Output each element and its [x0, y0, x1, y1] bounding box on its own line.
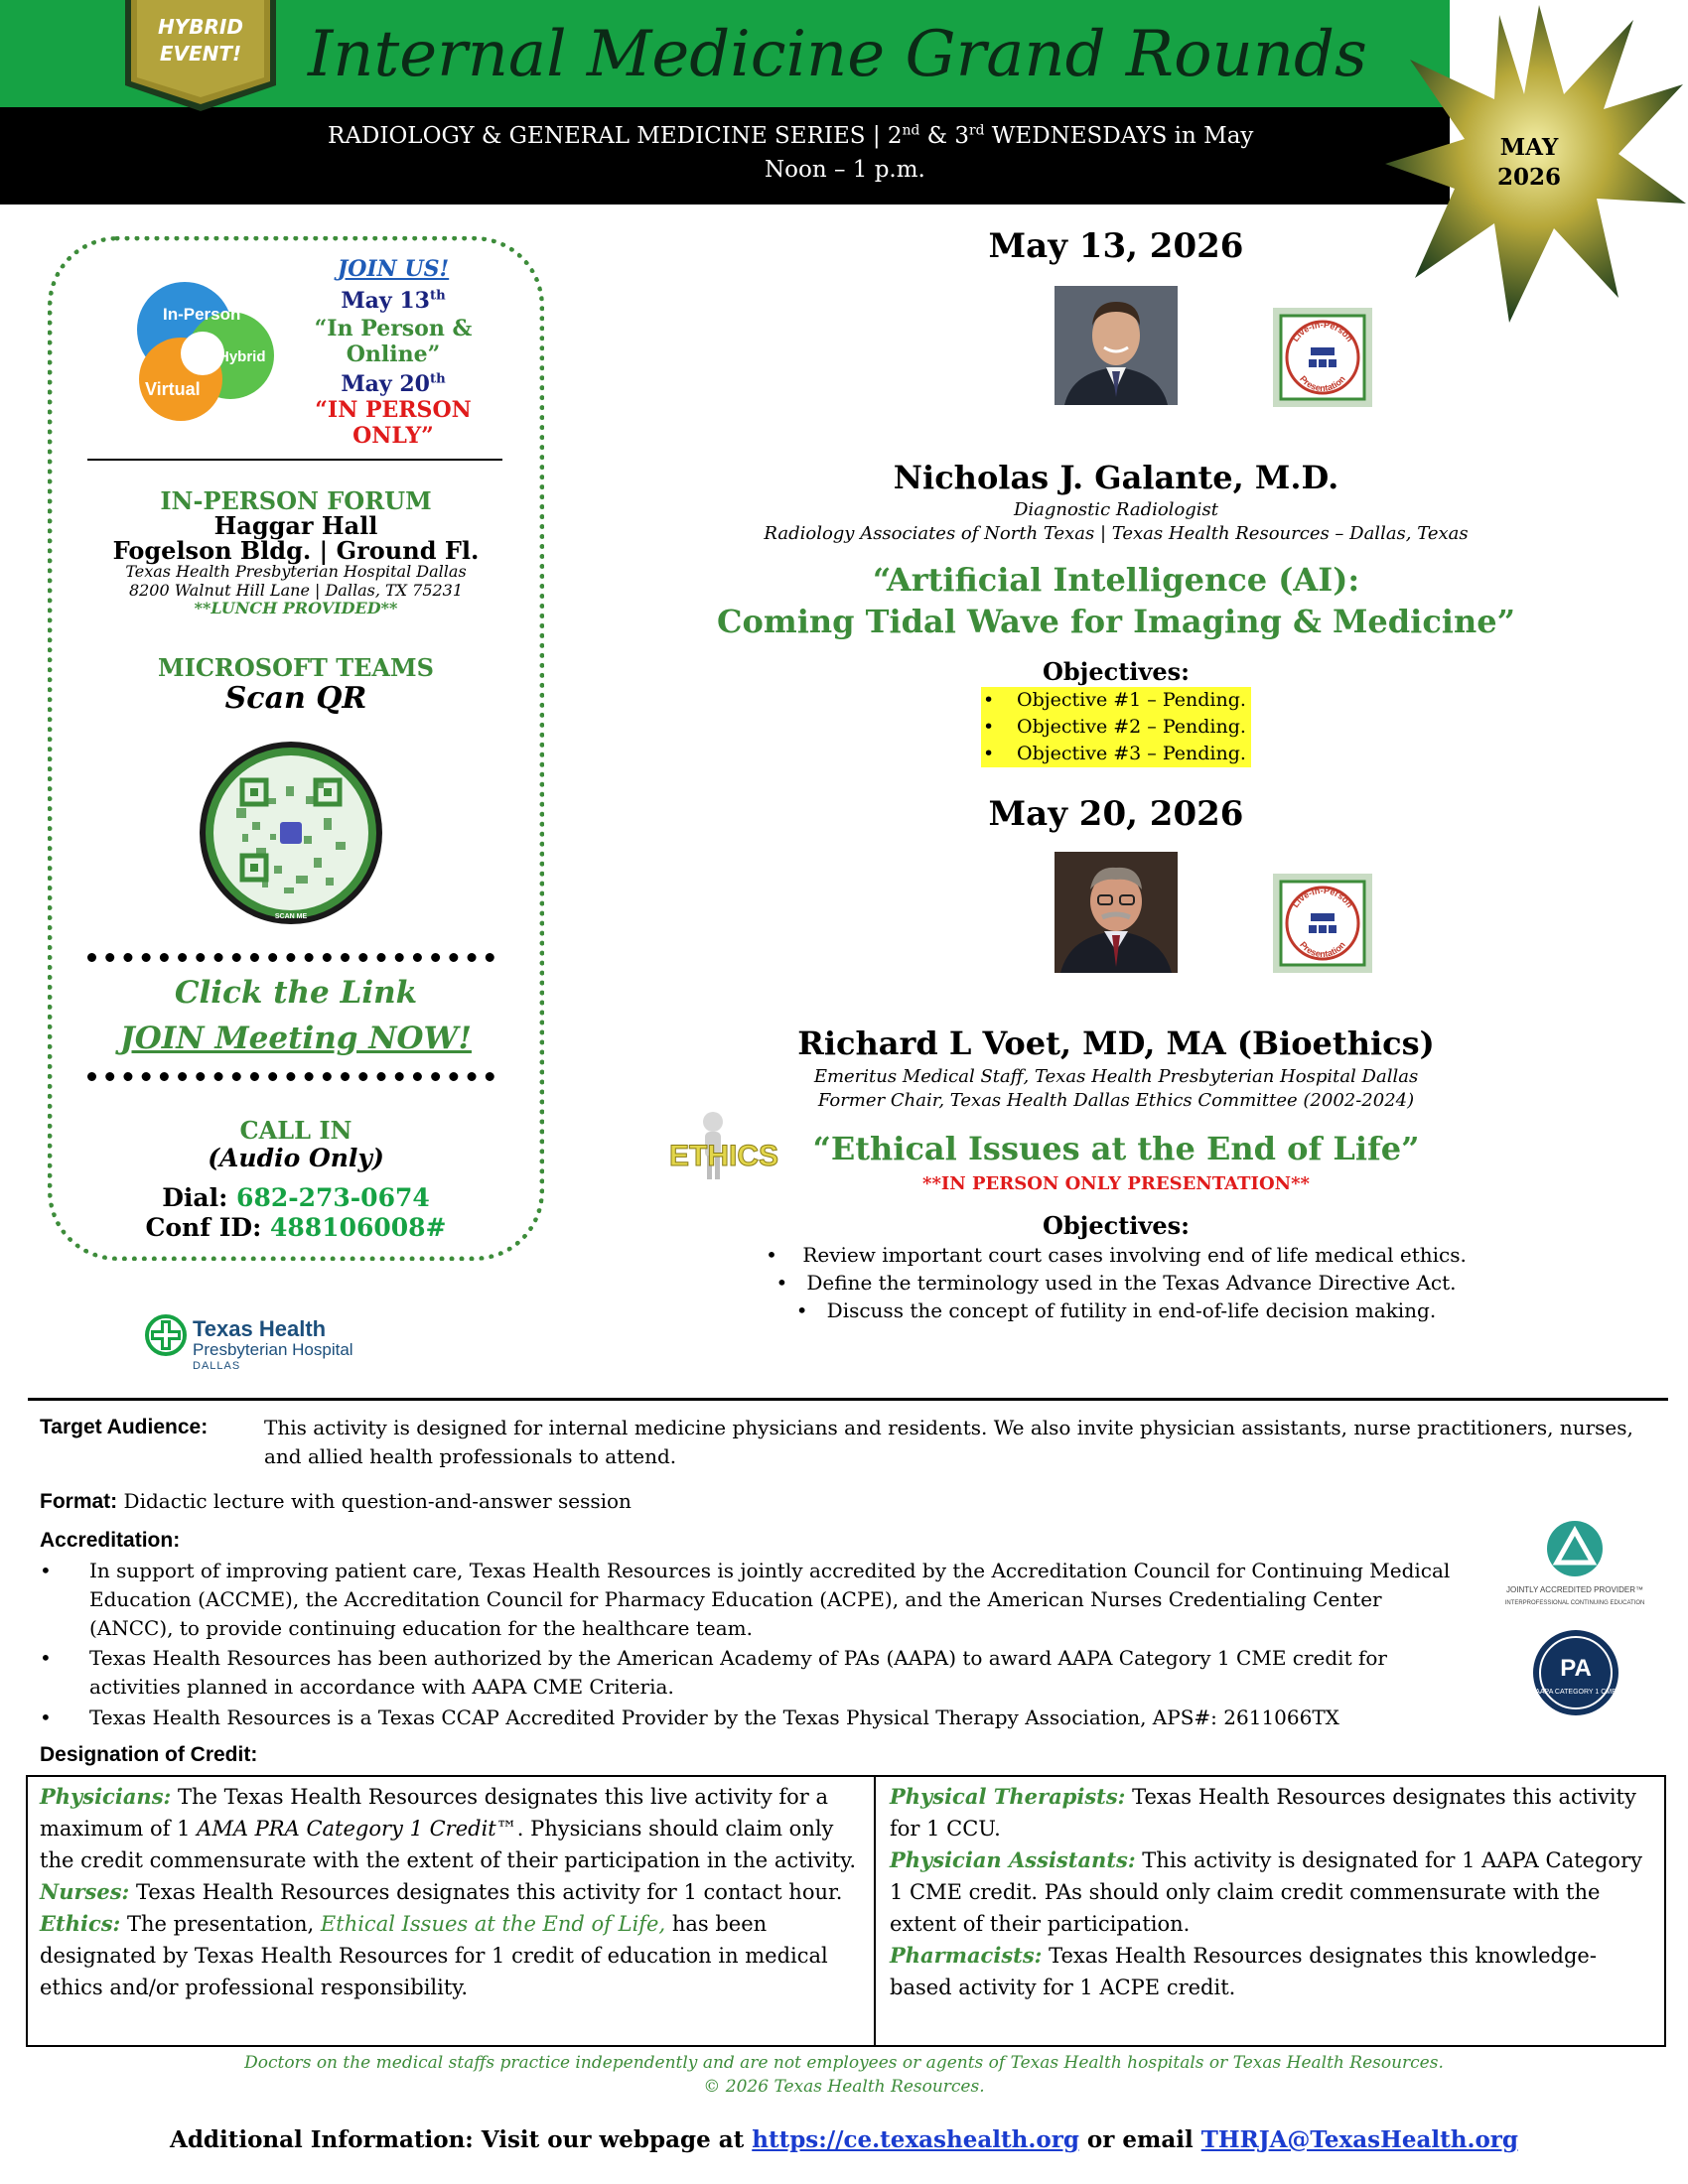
- svg-text:JOINTLY ACCREDITED PROVIDER™: JOINTLY ACCREDITED PROVIDER™: [1506, 1585, 1643, 1594]
- speaker2-name: Richard L Voet, MD, MA (Bioethics): [797, 1024, 1435, 1062]
- email-link[interactable]: THRJA@TexasHealth.org: [1200, 2126, 1518, 2153]
- credit-left-column: [40, 1781, 862, 2003]
- call-in-title: CALL IN: [239, 1116, 352, 1145]
- session1-title-line2: Coming Tidal Wave for Imaging & Medicine”: [717, 603, 1515, 640]
- jointly-accredited-logo-icon: [1505, 1519, 1644, 1608]
- time-line: Noon – 1 p.m.: [765, 157, 925, 183]
- series-line: RADIOLOGY & GENERAL MEDICINE SERIES | 2nd & 3rd WEDNESDAYS in May: [328, 122, 1254, 149]
- forum-hall: Haggar Hall: [213, 511, 378, 540]
- divider: [87, 459, 502, 461]
- mode-label-virtual: Virtual: [145, 379, 201, 399]
- list-item: • Objective #3 – Pending.: [981, 741, 1251, 767]
- session1-objectives-list: [981, 687, 1251, 767]
- session2-title: “Ethical Issues at the End of Life”: [812, 1130, 1420, 1167]
- logo-city: DALLAS: [193, 1360, 241, 1372]
- target-audience-text: This activity is designed for internal medicine physicians and residents. We also invite physician assistants, nurse practitioners, nurses, and allied health professionals to attend.: [264, 1416, 1633, 1468]
- logo-name: Texas Health: [193, 1316, 327, 1341]
- session1-date: May 13, 2026: [988, 226, 1244, 266]
- format-line: Format: Didactic lecture with question-and-answer session: [40, 1489, 632, 1513]
- list-item: • Discuss the concept of futility in end-of-life decision making.: [795, 1298, 1437, 1322]
- forum-building: Fogelson Bldg. | Ground Fl.: [112, 536, 480, 565]
- lunch-note: **LUNCH PROVIDED**: [194, 599, 398, 617]
- hybrid-modes-icon: [123, 268, 282, 427]
- pharmacists-credit: Pharmacists: Texas Health Resources designates this knowledge-based activity for 1 ACPE credit.: [890, 1943, 1597, 1999]
- session1-title-line1: “Artificial Intelligence (AI):: [872, 561, 1360, 599]
- list-item: • Objective #2 – Pending.: [981, 714, 1251, 741]
- ethics-credit: Ethics: The presentation, Ethical Issues at the End of Life, has been designated by Texas Health Resources for 1 credit of education in medical ethics and/or professional responsibility.: [40, 1911, 828, 1999]
- svg-text:Presentation: Presentation: [1298, 373, 1347, 394]
- page-title: Internal Medicine Grand Rounds: [308, 18, 1367, 91]
- may13-date: May 13th: [341, 288, 446, 314]
- scan-qr-label: Scan QR: [224, 681, 367, 716]
- website-link[interactable]: https://ce.texashealth.org: [752, 2126, 1079, 2153]
- join-us-heading: JOIN US!: [337, 256, 450, 282]
- speaker2-role: Emeritus Medical Staff, Texas Health Presbyterian Hospital Dallas: [813, 1066, 1419, 1087]
- credit-right-column: [890, 1781, 1654, 2003]
- star-date: MAY 2026: [1496, 134, 1561, 191]
- session2-objectives-title: Objectives:: [1042, 1211, 1191, 1240]
- join-meeting-link[interactable]: JOIN Meeting NOW!: [120, 1021, 472, 1056]
- conference-id: Conf ID: 488106008#: [145, 1213, 447, 1242]
- hybrid-badge-text: HYBRID EVENT!: [158, 15, 243, 66]
- list-item: • Define the terminology used in the Texas Advance Directive Act.: [775, 1271, 1457, 1295]
- list-item: • Objective #1 – Pending.: [981, 687, 1251, 714]
- ethics-word: ETHICS: [669, 1140, 779, 1172]
- physicians-credit: Physicians: The Texas Health Resources designates this live activity for a maximum of 1 AMA PRA Category 1 Credit™. Physicians should claim only the credit commensurate with the extent of their participation in the activity.: [40, 1784, 857, 1872]
- dial-number: Dial: 682-273-0674: [162, 1183, 430, 1212]
- click-link-label: Click the Link: [174, 975, 418, 1011]
- audio-only-label: (Audio Only): [208, 1144, 384, 1172]
- texas-health-logo-icon: [145, 1314, 187, 1356]
- speaker1-name: Nicholas J. Galante, M.D.: [893, 459, 1339, 496]
- svg-text:Live-In-Person: Live-In-Person: [1290, 319, 1355, 344]
- nurses-credit: Nurses: Texas Health Resources designates this activity for 1 contact hour.: [40, 1879, 843, 1904]
- speaker1-photo: [1055, 286, 1178, 405]
- may13-mode: “In Person & Online”: [314, 316, 473, 368]
- target-audience-label: Target Audience:: [40, 1416, 209, 1438]
- additional-info: Additional Information: Visit our webpage at https://ce.texashealth.org or email THRJA@TexasHealth.org: [169, 2126, 1518, 2153]
- list-item: • Review important court cases involving end of life medical ethics.: [766, 1243, 1467, 1267]
- qr-code-icon[interactable]: [197, 739, 385, 927]
- credit-table-divider: [874, 1775, 876, 2047]
- speaker2-affiliation: Former Chair, Texas Health Dallas Ethics Committee (2002-2024): [817, 1090, 1415, 1111]
- speaker2-photo: [1055, 852, 1178, 973]
- speaker1-role: Diagnostic Radiologist: [1013, 499, 1219, 520]
- may20-mode: “IN PERSON ONLY”: [315, 397, 472, 450]
- may20-date: May 20th: [341, 371, 446, 397]
- dotted-divider: [87, 953, 494, 963]
- dotted-divider: [87, 1072, 494, 1082]
- designation-title: Designation of Credit:: [40, 1743, 258, 1766]
- svg-text:AAPA CATEGORY 1 CME: AAPA CATEGORY 1 CME: [1535, 1689, 1617, 1696]
- aapa-logo-icon: [1531, 1628, 1620, 1717]
- header-black-band: [0, 107, 1450, 205]
- copyright: © 2026 Texas Health Resources.: [703, 2077, 985, 2097]
- list-item: • In support of improving patient care, Texas Health Resources is jointly accredited by the Accreditation Council for Continuing Medical Education (ACCME), the Accreditation Council for Pharmacy Education (ACPE), and the American Nurses Credentialing Center (ANCC), to provide continuing education for the healthcare team.: [40, 1559, 1451, 1640]
- mode-label-in-person: In-Person: [163, 305, 241, 324]
- logo-subname: Presbyterian Hospital: [193, 1340, 353, 1359]
- qr-caption: SCAN ME: [274, 913, 308, 920]
- session2-date: May 20, 2026: [988, 794, 1244, 834]
- live-in-person-badge-icon: [1273, 308, 1372, 407]
- svg-text:Live-In-Person: Live-In-Person: [1290, 885, 1355, 910]
- disclaimer: Doctors on the medical staffs practice independently and are not employees or agents of Texas Health hospitals or Texas Health Resources.: [244, 2053, 1444, 2073]
- in-person-only-note: **IN PERSON ONLY PRESENTATION**: [922, 1173, 1310, 1194]
- live-in-person-badge-icon: [1273, 874, 1372, 973]
- pt-credit: Physical Therapists: Texas Health Resources designates this activity for 1 CCU.: [890, 1784, 1636, 1841]
- mode-label-hybrid: Hybrid: [218, 348, 266, 365]
- list-item: • Texas Health Resources is a Texas CCAP Accredited Provider by the Texas Physical Therapy Association, APS#: 2611066TX: [40, 1706, 1339, 1729]
- accreditation-title: Accreditation:: [40, 1529, 181, 1552]
- svg-text:PA: PA: [1560, 1655, 1592, 1682]
- teams-title: MICROSOFT TEAMS: [158, 653, 434, 682]
- section-divider: [28, 1398, 1668, 1401]
- forum-title: IN-PERSON FORUM: [160, 486, 432, 515]
- forum-hospital: Texas Health Presbyterian Hospital Dallas: [125, 562, 467, 581]
- svg-text:INTERPROFESSIONAL CONTINUING E: INTERPROFESSIONAL CONTINUING EDUCATION: [1505, 1600, 1644, 1606]
- session1-objectives-title: Objectives:: [1042, 657, 1191, 686]
- svg-text:Presentation: Presentation: [1298, 939, 1347, 960]
- list-item: • Texas Health Resources has been authorized by the American Academy of PAs (AAPA) to award AAPA Category 1 CME credit for activities planned in accordance with AAPA CME Criteria.: [40, 1646, 1387, 1699]
- speaker1-affiliation: Radiology Associates of North Texas | Texas Health Resources – Dallas, Texas: [764, 523, 1469, 544]
- pa-credit: Physician Assistants: This activity is designated for 1 AAPA Category 1 CME credit. PAs should only claim credit commensurate with the extent of their participation.: [890, 1847, 1642, 1936]
- forum-address: 8200 Walnut Hill Lane | Dallas, TX 75231: [128, 581, 464, 600]
